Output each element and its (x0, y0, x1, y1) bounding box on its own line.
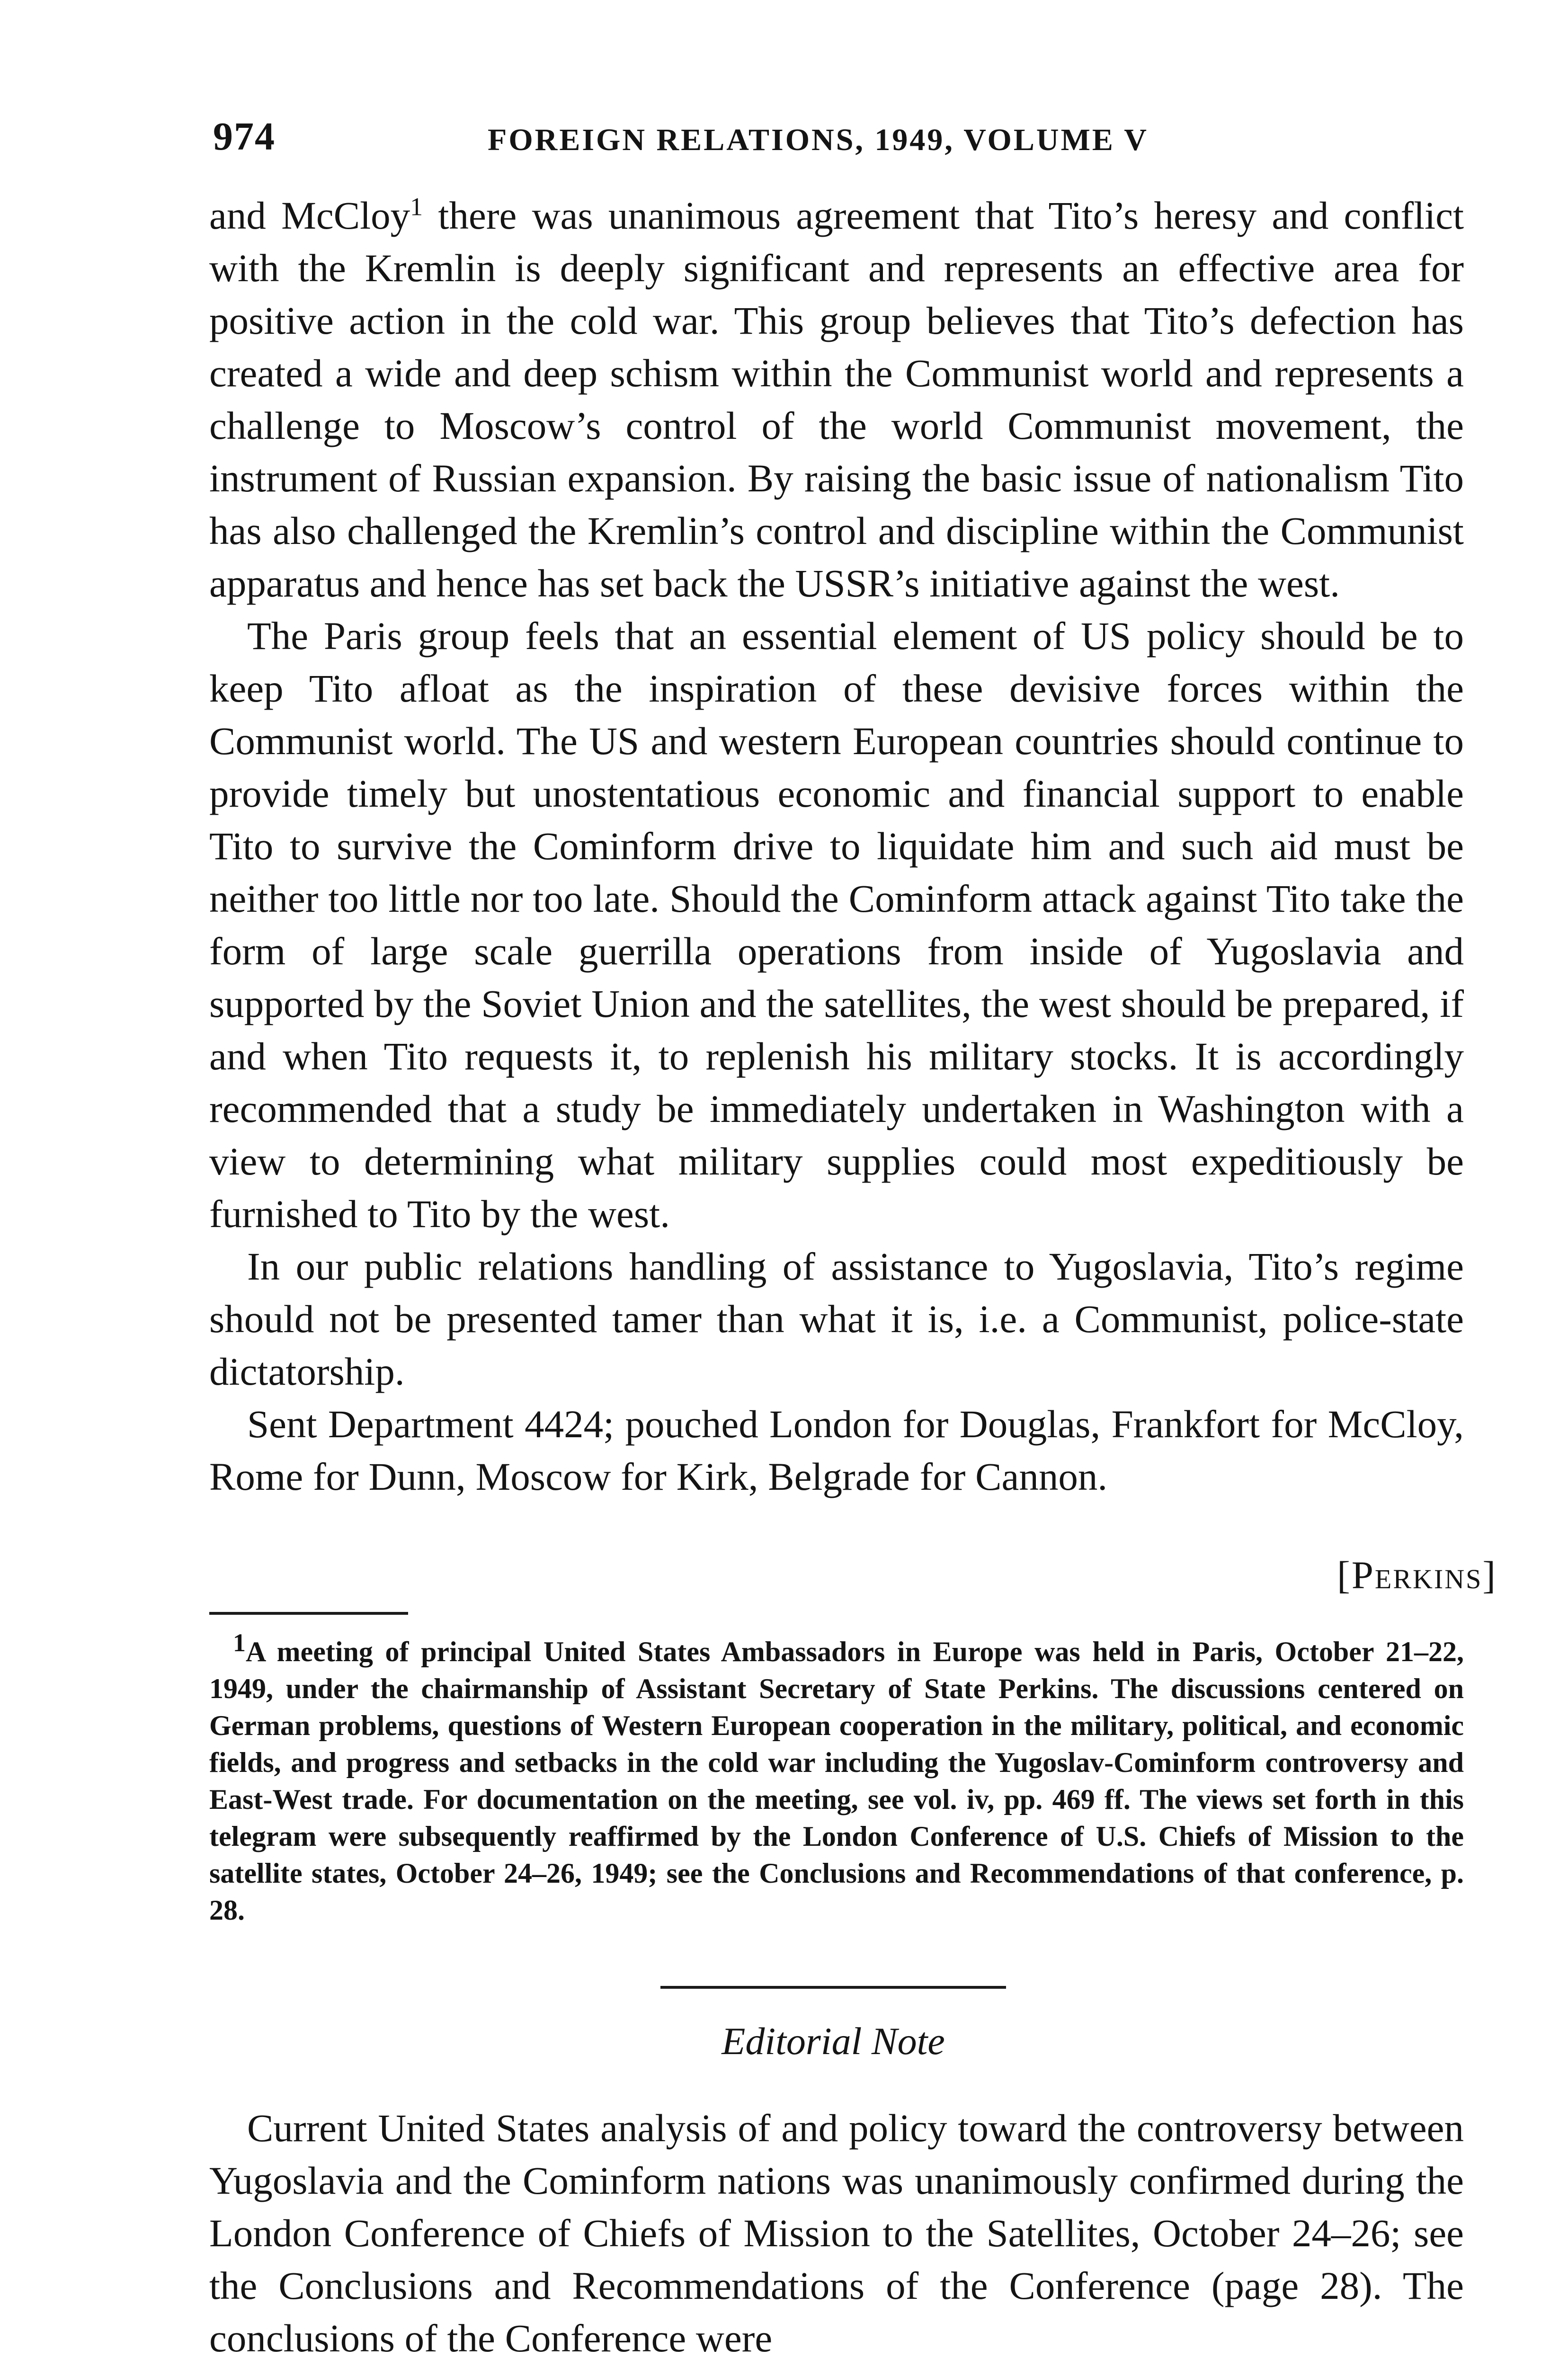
page-header (213, 114, 1217, 166)
page-number: 974 (213, 115, 276, 159)
paragraph-1-lead: and McCloy (209, 194, 410, 237)
running-head: FOREIGN RELATIONS, 1949, VOLUME V (488, 123, 1149, 157)
footnote-text: A meeting of principal United States Ambassadors in Europe was held in Paris, October 21–22, 1949, under the chairmanship of Assistant Secretary of State Perkins. The discussions centered on German problems, questions of Western European cooperation in the military, political, and economic fields, and progress and setbacks in the cold war including the Yugoslav-Cominform controversy and East-West trade. For documentation on the meeting, see vol. iv, pp. 469 ff. The views set forth in this telegram were subsequently reaffirmed by the London Conference of U.S. Chiefs of Mission to the satellite states, October 24–26, 1949; see the Conclusions and Recommendations of that conference, p. 28. (209, 1636, 1464, 1926)
main-text (209, 189, 1464, 1503)
signature (209, 1549, 1497, 1602)
editorial-note-body (209, 2102, 1464, 2365)
footnote-divider (209, 1612, 408, 1615)
paragraph-2: The Paris group feels that an essential element of US policy should be to keep Tito afloat as the inspiration of these devisive forces within the Communist world. The US and western European countries should continue to provide timely but unostentatious economic and financial support to enable Tito to survive the Cominform drive to liquidate him and such aid must be neither too little nor too late. Should the Cominform attack against Tito take the form of large scale guerrilla operations from inside of Yugoslavia and supported by the Soviet Union and the satellites, the west should be prepared, if and when Tito requests it, to replenish his military stocks. It is accordingly recommended that a study be immediately undertaken in Washington with a view to determining what military supplies could most expeditiously be furnished to Tito by the west. (209, 614, 1464, 1236)
editorial-note-title: Editorial Note (722, 2020, 945, 2063)
section-divider (660, 1986, 1006, 1989)
signature-name: [Perkins] (1337, 1553, 1497, 1597)
footnote (209, 1628, 1464, 1929)
paragraph-1 (209, 189, 1464, 610)
paragraph-4: Sent Department 4424; pouched London for Douglas, Frankfort for McCloy, Rome for Dunn, Moscow for Kirk, Belgrade for Cannon. (209, 1402, 1464, 1498)
paragraph-3: In our public relations handling of assistance to Yugoslavia, Tito’s regime should not be presented tamer than what it is, i.e. a Communist, police-state dictatorship. (209, 1245, 1464, 1393)
paragraph-1-text: there was unanimous agreement that Tito’s heresy and conflict with the Kremlin is deeply significant and represents an effective area for positive action in the cold war. This group believes that Tito’s defection has created a wide and deep schism within the Communist world and represents a challenge to Moscow’s control of the world Communist movement, the instrument of Russian expansion. By raising the basic issue of nationalism Tito has also challenged the Kremlin’s control and discipline within the Communist apparatus and hence has set back the USSR’s initiative against the west. (209, 194, 1464, 605)
footnote-reference: 1 (410, 192, 423, 221)
footnote-marker: 1 (233, 1628, 246, 1657)
editorial-note-paragraph: Current United States analysis of and policy toward the controversy between Yugoslavia and the Cominform nations was unanimously confirmed during the London Conference of Chiefs of Mission to the Satellites, October 24–26; see the Conclusions and Recommendations of the Conference (page 28). The conclusions of the Conference were (209, 2106, 1464, 2360)
